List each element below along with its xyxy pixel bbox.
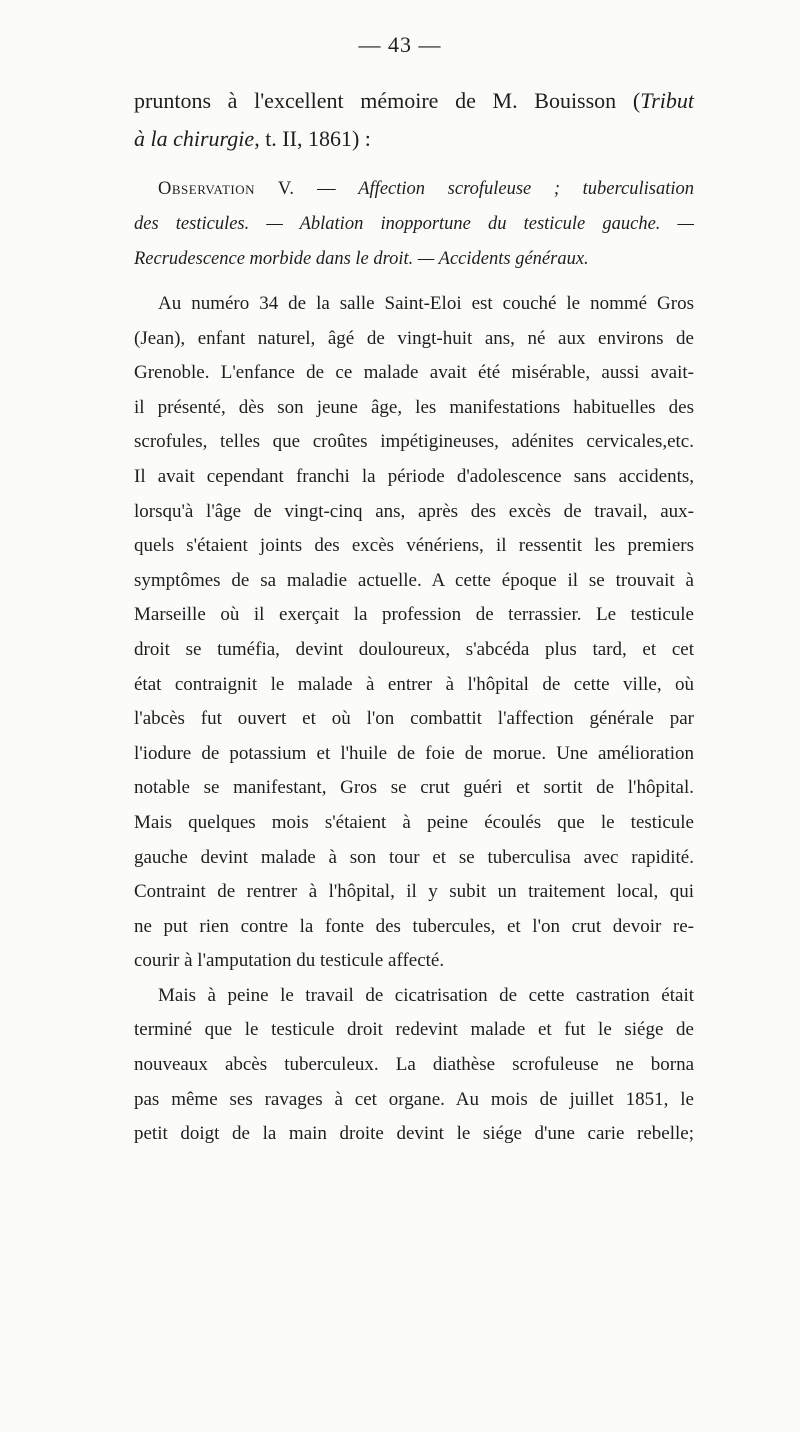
paragraph-line: Il avait cependant franchi la période d'adolescence sans accidents,	[134, 465, 694, 487]
paragraph-line: état contraignit le malade à entrer à l'hôpital de cette ville, où	[134, 673, 694, 695]
paragraph-line: Au numéro 34 de la salle Saint-Eloi est couché le nommé Gros	[158, 293, 694, 314]
intro-text	[134, 82, 694, 158]
intro-text-1: pruntons à l'excellent mémoire de M. Bouisson (	[134, 88, 641, 113]
observation-title-1: Affection scrofuleuse ; tuberculisation	[358, 179, 695, 199]
paragraph-line: Marseille où il exerçait la profession de terrassier. Le testicule	[134, 604, 694, 626]
intro-citation-title-2: à la chirurgie	[134, 126, 255, 151]
paragraph-line: (Jean), enfant naturel, âgé de vingt-huit ans, né aux environs de	[134, 327, 694, 349]
intro-text-2: , t. II, 1861) :	[254, 126, 371, 151]
intro-line-2	[134, 120, 694, 158]
observation-separator: —	[294, 179, 359, 199]
paragraph-line: courir à l'amputation du testicule affecté.	[134, 950, 445, 972]
paragraph-line: Contraint de rentrer à l'hôpital, il y subit un traitement local, qui	[134, 881, 694, 903]
paragraph-line: droit se tuméfia, devint douloureux, s'abcéda plus tard, et cet	[134, 638, 694, 660]
paragraph-2	[134, 979, 694, 1152]
observation-heading	[134, 172, 694, 277]
paragraph-line: scrofules, telles que croûtes impétigineuses, adénites cervicales,etc.	[134, 431, 694, 453]
page-body	[134, 82, 694, 1152]
observation-title-3: Recrudescence morbide dans le droit. — Accidents généraux.	[134, 249, 589, 269]
paragraph-1	[134, 287, 694, 979]
observation-line-3	[134, 242, 694, 277]
observation-line-2	[134, 207, 694, 242]
observation-title-2: des testicules. — Ablation inopportune du testicule gauche. —	[134, 214, 694, 234]
paragraph-line: nouveaux abcès tuberculeux. La diathèse scrofuleuse ne borna	[134, 1054, 694, 1076]
paragraph-line: Mais à peine le travail de cicatrisation de cette castration était	[158, 984, 694, 1006]
paragraph-line: il présenté, dès son jeune âge, les manifestations habituelles des	[134, 396, 694, 418]
paragraph-line: notable se manifestant, Gros se crut guéri et sortit de l'hôpital.	[134, 777, 694, 799]
observation-line-1	[134, 172, 694, 207]
paragraph-line: Mais quelques mois s'étaient à peine écoulés que le testicule	[134, 811, 694, 833]
paragraph-line: petit doigt de la main droite devint le siége d'une carie rebelle;	[134, 1123, 694, 1145]
paragraph-line: gauche devint malade à son tour et se tuberculisa avec rapidité.	[134, 846, 694, 868]
paragraph-line: quels s'étaient joints des excès vénériens, il ressentit les premiers	[134, 535, 694, 557]
paragraph-line: ne put rien contre la fonte des tubercules, et l'on crut devoir re-	[134, 915, 694, 937]
observation-label: Observation V.	[158, 179, 295, 199]
paragraph-line: lorsqu'à l'âge de vingt-cinq ans, après des excès de travail, aux-	[134, 500, 694, 522]
page-number: — 43 —	[358, 32, 442, 57]
intro-line-1	[134, 82, 694, 120]
paragraph-line: l'abcès fut ouvert et où l'on combattit l'affection générale par	[134, 708, 694, 730]
paragraph-line: Grenoble. L'enfance de ce malade avait été misérable, aussi avait-	[134, 362, 694, 384]
paragraph-line: terminé que le testicule droit redevint malade et fut le siége de	[134, 1019, 694, 1041]
paragraph-line: l'iodure de potassium et l'huile de foie de morue. Une amélioration	[134, 742, 694, 764]
paragraph-line: symptômes de sa maladie actuelle. A cette époque il se trouvait à	[134, 569, 694, 591]
intro-citation-title-1: Tribut	[640, 88, 694, 113]
paragraph-line: pas même ses ravages à cet organe. Au mois de juillet 1851, le	[134, 1088, 694, 1110]
